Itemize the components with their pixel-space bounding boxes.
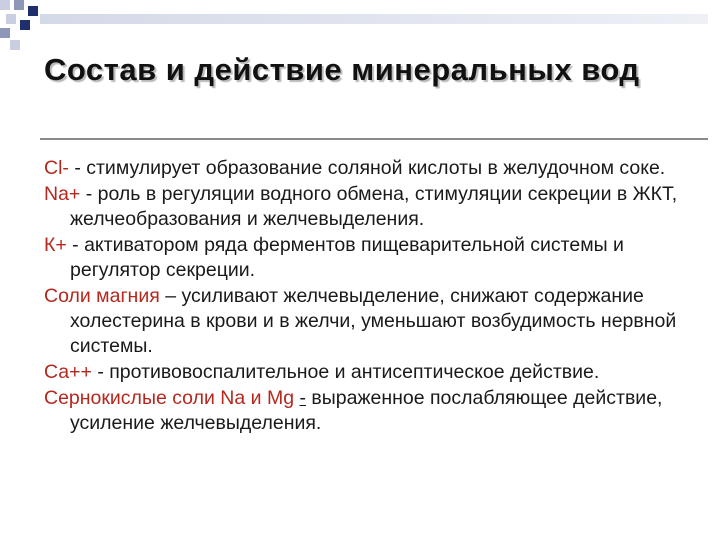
item-key: Соли магния (44, 285, 160, 307)
deco-square (14, 0, 24, 10)
deco-square (6, 14, 16, 24)
item-text: - противовоспалительное и антисептическое действие. (91, 361, 600, 383)
item-text: - активатором ряда ферментов пищеварительной системы и регулятор секреции. (66, 234, 624, 281)
item-key: Na+ (44, 183, 81, 205)
list-item (44, 182, 694, 232)
list-item (44, 233, 694, 283)
item-text: – усиливают желчевыделение, снижают содержание холестерина в крови и в желчи, уменьшают возбудимость нервной системы. (70, 285, 677, 357)
item-dash: - (299, 387, 306, 409)
deco-square (10, 40, 20, 50)
deco-square (0, 0, 10, 10)
slide-content (44, 156, 694, 437)
top-decorative-bar (40, 14, 708, 24)
item-text: - стимулирует образование соляной кислоты в желудочном соке. (68, 157, 666, 179)
item-text: выраженное послабляющее действие, усиление желчевыделения. (70, 387, 663, 434)
list-item (44, 284, 694, 359)
item-text: - роль в регуляции водного обмена, стимуляции секреции в ЖКТ, желчеобразования и желчевыделения. (70, 183, 678, 230)
list-item (44, 156, 694, 181)
slide-title: Состав и действие минеральных вод (44, 52, 640, 87)
title-divider (40, 138, 708, 140)
deco-square (20, 20, 30, 30)
list-item (44, 360, 694, 385)
deco-square (0, 28, 10, 38)
list-item (44, 386, 694, 436)
item-key: К+ (44, 234, 67, 256)
item-key: Сернокислые соли Na и Mg (44, 387, 295, 409)
deco-square (28, 6, 38, 16)
item-key: Cl- (44, 157, 69, 179)
item-key: Са++ (44, 361, 92, 383)
